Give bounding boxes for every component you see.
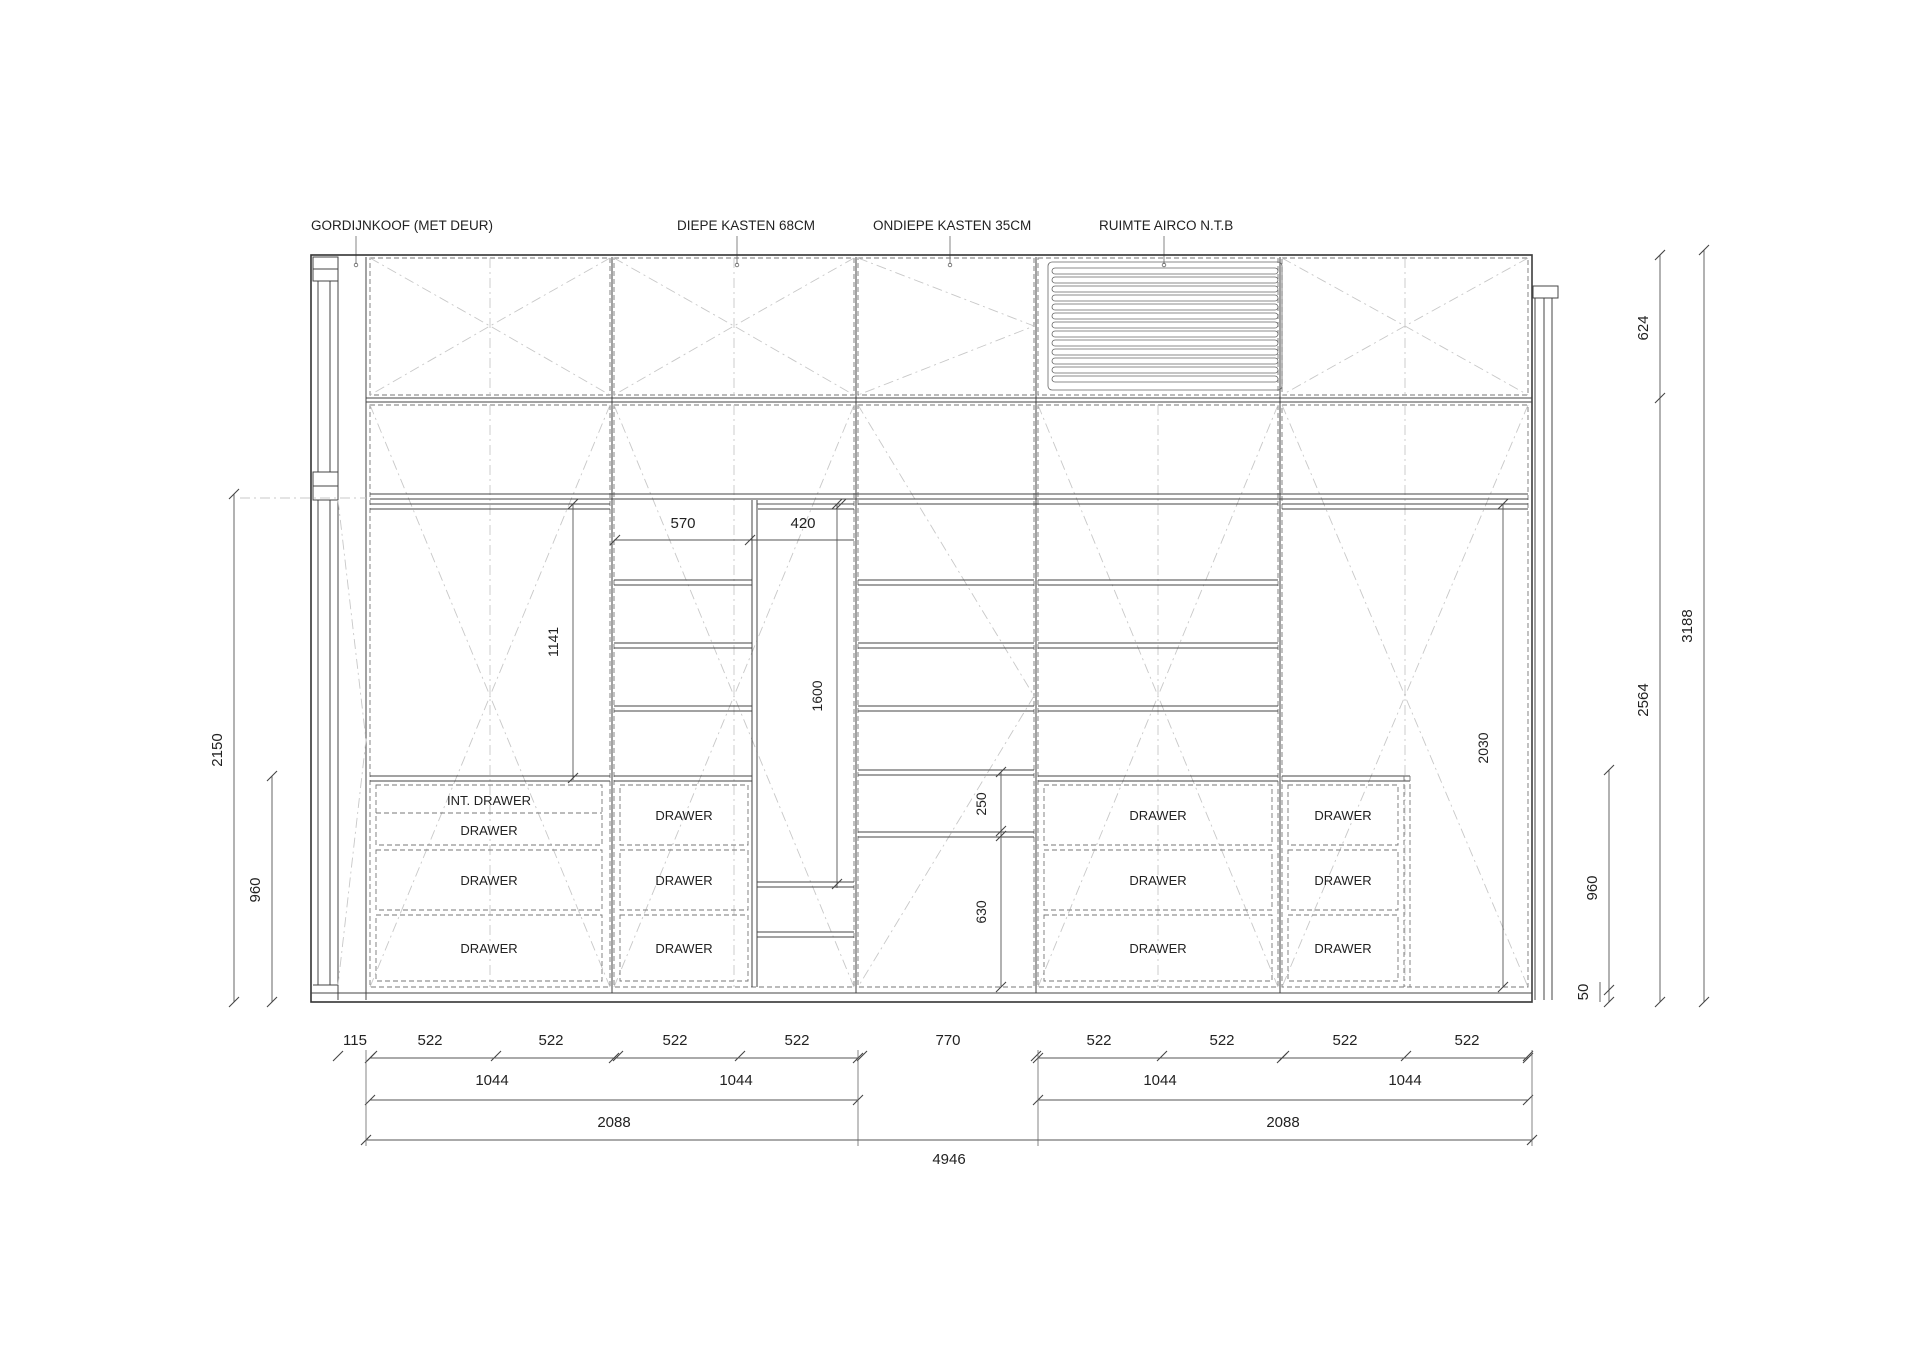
- drawers: [376, 785, 1398, 981]
- airco-slat: [1052, 295, 1278, 301]
- airco-slat: [1052, 340, 1278, 346]
- airco-frame: [1048, 262, 1282, 390]
- drawer-label: DRAWER: [1129, 808, 1187, 823]
- dim-row1-label: 522: [1332, 1032, 1358, 1049]
- dim-960-right: 960: [1584, 875, 1601, 901]
- airco-slat: [1052, 376, 1278, 382]
- callout-leaders: [354, 236, 1166, 267]
- callout-curtain-box: GORDIJNKOOF (MET DEUR): [311, 218, 493, 233]
- dim-row2b-label: 1044: [1143, 1072, 1177, 1089]
- dim-1141: 1141: [545, 626, 561, 658]
- right-dimensions: [1575, 245, 1709, 1007]
- airco-slat: [1052, 358, 1278, 364]
- drawer-label: DRAWER: [1129, 873, 1187, 888]
- dim-50: 50: [1575, 983, 1592, 1001]
- dim-row1-label: 522: [662, 1032, 688, 1049]
- dim-row1-label: 770: [935, 1032, 961, 1049]
- drawer-label: DRAWER: [1129, 941, 1187, 956]
- dim-1600: 1600: [809, 680, 825, 712]
- drawer-label: DRAWER: [1314, 873, 1372, 888]
- airco-slat: [1052, 304, 1278, 310]
- drawer-label: DRAWER: [655, 941, 713, 956]
- drawer-label: DRAWER: [1314, 941, 1372, 956]
- dim-2564: 2564: [1635, 683, 1652, 717]
- bottom-dimensions: [333, 1032, 1537, 1168]
- dim-624: 624: [1635, 315, 1652, 341]
- callout-deep-cabinets: DIEPE KASTEN 68CM: [677, 218, 816, 233]
- shelves: [370, 494, 1528, 987]
- dim-3188: 3188: [1679, 609, 1696, 643]
- dim-total-label: 4946: [932, 1151, 966, 1168]
- dim-row2b-label: 1044: [1388, 1072, 1422, 1089]
- drawer-label: DRAWER: [1314, 808, 1372, 823]
- drawer-label: DRAWER: [460, 873, 518, 888]
- dim-row1-label: 522: [538, 1032, 564, 1049]
- drawer-label: DRAWER: [460, 823, 518, 838]
- airco-slat: [1052, 277, 1278, 283]
- dim-row1-tick: [1157, 1051, 1167, 1061]
- airco-grille: [1048, 262, 1282, 390]
- cabinet-frame: [311, 255, 1558, 1002]
- callout-shallow-cabinets: ONDIEPE KASTEN 35CM: [873, 218, 1032, 233]
- drawer-label: DRAWER: [655, 808, 713, 823]
- dim-2150: 2150: [209, 733, 226, 767]
- inner-dimensions: [545, 499, 1508, 992]
- airco-slat: [1052, 286, 1278, 292]
- dim-row1-label: 522: [1454, 1032, 1480, 1049]
- dim-570: 570: [670, 515, 696, 532]
- dim-420: 420: [790, 515, 816, 532]
- dim-row2a-label: 1044: [719, 1072, 753, 1089]
- dim-row1-tick: [613, 1051, 623, 1061]
- airco-slat: [1052, 313, 1278, 319]
- airco-slat: [1052, 349, 1278, 355]
- drawer-label: DRAWER: [460, 941, 518, 956]
- dim-row1-tick: [491, 1051, 501, 1061]
- left-dimensions: [209, 489, 277, 1007]
- dim-row1-label: 522: [1209, 1032, 1235, 1049]
- dim-row1-tick: [1401, 1051, 1411, 1061]
- int-drawer-label: INT. DRAWER: [446, 793, 532, 808]
- airco-slat: [1052, 268, 1278, 274]
- airco-slat: [1052, 331, 1278, 337]
- dim-630: 630: [973, 900, 989, 924]
- dim-row1-tick: [333, 1051, 343, 1061]
- dim-row1-label: 522: [417, 1032, 443, 1049]
- dim-row1-tick: [857, 1051, 867, 1061]
- dim-250: 250: [973, 792, 989, 816]
- dim-row3b-label: 2088: [1266, 1114, 1300, 1131]
- callout-labels: [311, 218, 1233, 267]
- dim-row1-tick: [1523, 1051, 1533, 1061]
- dim-row1-label: 522: [1086, 1032, 1112, 1049]
- dim-row2a-label: 1044: [475, 1072, 509, 1089]
- dim-row1-tick: [735, 1051, 745, 1061]
- airco-slat: [1052, 367, 1278, 373]
- dim-2030: 2030: [1475, 732, 1491, 764]
- dim-row1-label: 522: [784, 1032, 810, 1049]
- dim-row1-label: 115: [343, 1032, 367, 1049]
- dim-row3a-label: 2088: [597, 1114, 631, 1131]
- dim-960-left: 960: [247, 877, 264, 903]
- callout-airco-space: RUIMTE AIRCO N.T.B: [1099, 218, 1234, 233]
- airco-slat: [1052, 322, 1278, 328]
- drawer-label: DRAWER: [655, 873, 713, 888]
